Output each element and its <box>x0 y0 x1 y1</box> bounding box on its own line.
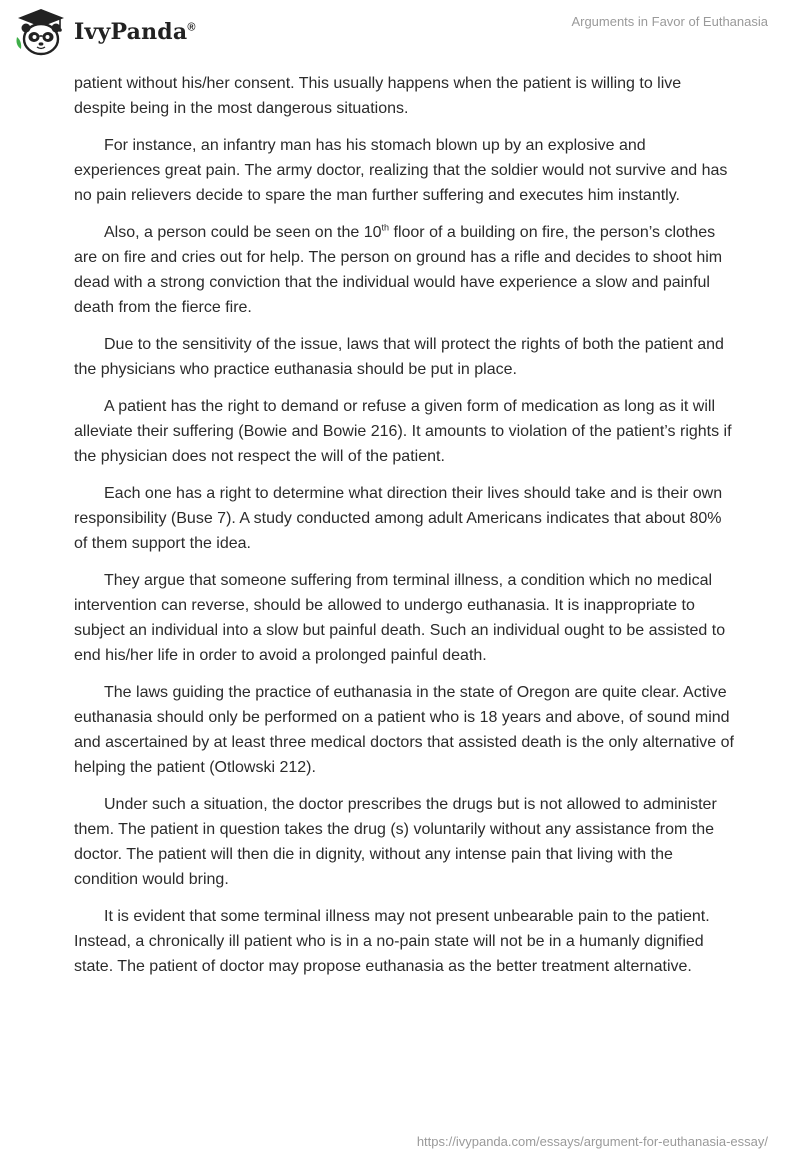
paragraph: Due to the sensitivity of the issue, laws that will protect the rights of both the patient and the physicians who practice euthanasia should be put in place. <box>74 336 724 378</box>
paragraph: A patient has the right to demand or refuse a given form of medication as long as it will alleviate their suffering (Bowie and Bowie 216). It amounts to violation of the patient’s rights if the physician does not respect the will of the patient. <box>74 398 732 465</box>
page-header <box>0 0 800 66</box>
paragraph: They argue that someone suffering from terminal illness, a condition which no medical intervention can reverse, should be allowed to undergo euthanasia. It is inappropriate to subject an individual into a slow but painful death. Such an individual ought to be assisted to end his/her life in order to avoid a prolonged painful death. <box>74 572 726 664</box>
paragraph: It is evident that some terminal illness may not present unbearable pain to the patient. Instead, a chronically ill patient who is in a no-pain state will not be in a humanly dignified state. The patient of doctor may propose euthanasia as the better treatment alternative. <box>74 908 710 975</box>
source-url[interactable]: https://ivypanda.com/essays/argument-for-euthanasia-essay/ <box>416 1134 768 1149</box>
paragraph: Under such a situation, the doctor prescribes the drugs but is not allowed to administer them. The patient in question takes the drug (s) voluntarily without any assistance from the doctor. The patient will then die in dignity, without any intense pain that living with the condition would bring. <box>74 796 717 888</box>
essay-body <box>74 71 734 991</box>
paragraph-text: floor of a building on fire, the person’s clothes are on fire and cries out for help. The person on ground has a rifle and decides to shoot him dead with a strong conviction that the individual would have experience a slow and painful death from the fierce fire. <box>74 224 723 316</box>
document-title: Arguments in Favor of Euthanasia <box>571 14 768 29</box>
paragraph: Each one has a right to determine what direction their lives should take and is their own responsibility (Buse 7). A study conducted among adult Americans indicates that about 80% of them support the idea. <box>74 485 723 552</box>
paragraph: patient without his/her consent. This usually happens when the patient is willing to live despite being in the most dangerous situations. <box>74 75 682 117</box>
panda-graduate-icon <box>14 7 68 57</box>
registered-mark: ® <box>187 21 196 34</box>
paragraph: For instance, an infantry man has his stomach blown up by an explosive and experiences great pain. The army doctor, realizing that the soldier would not survive and has no pain relievers decide to spare the man further suffering and executes him instantly. <box>74 137 728 204</box>
paragraph <box>74 220 734 320</box>
ivypanda-logo[interactable] <box>14 7 196 57</box>
ordinal-superscript: th <box>381 222 390 233</box>
paragraph-text: Also, a person could be seen on the 10 <box>104 224 382 241</box>
logo-text: IvyPanda® <box>74 19 196 45</box>
paragraph: The laws guiding the practice of euthanasia in the state of Oregon are quite clear. Active euthanasia should only be performed on a patient who is 18 years and above, of sound mind and ascertained by at least three medical doctors that assisted death is the only alternative of helping the patient (Otlowski 212). <box>74 684 734 776</box>
